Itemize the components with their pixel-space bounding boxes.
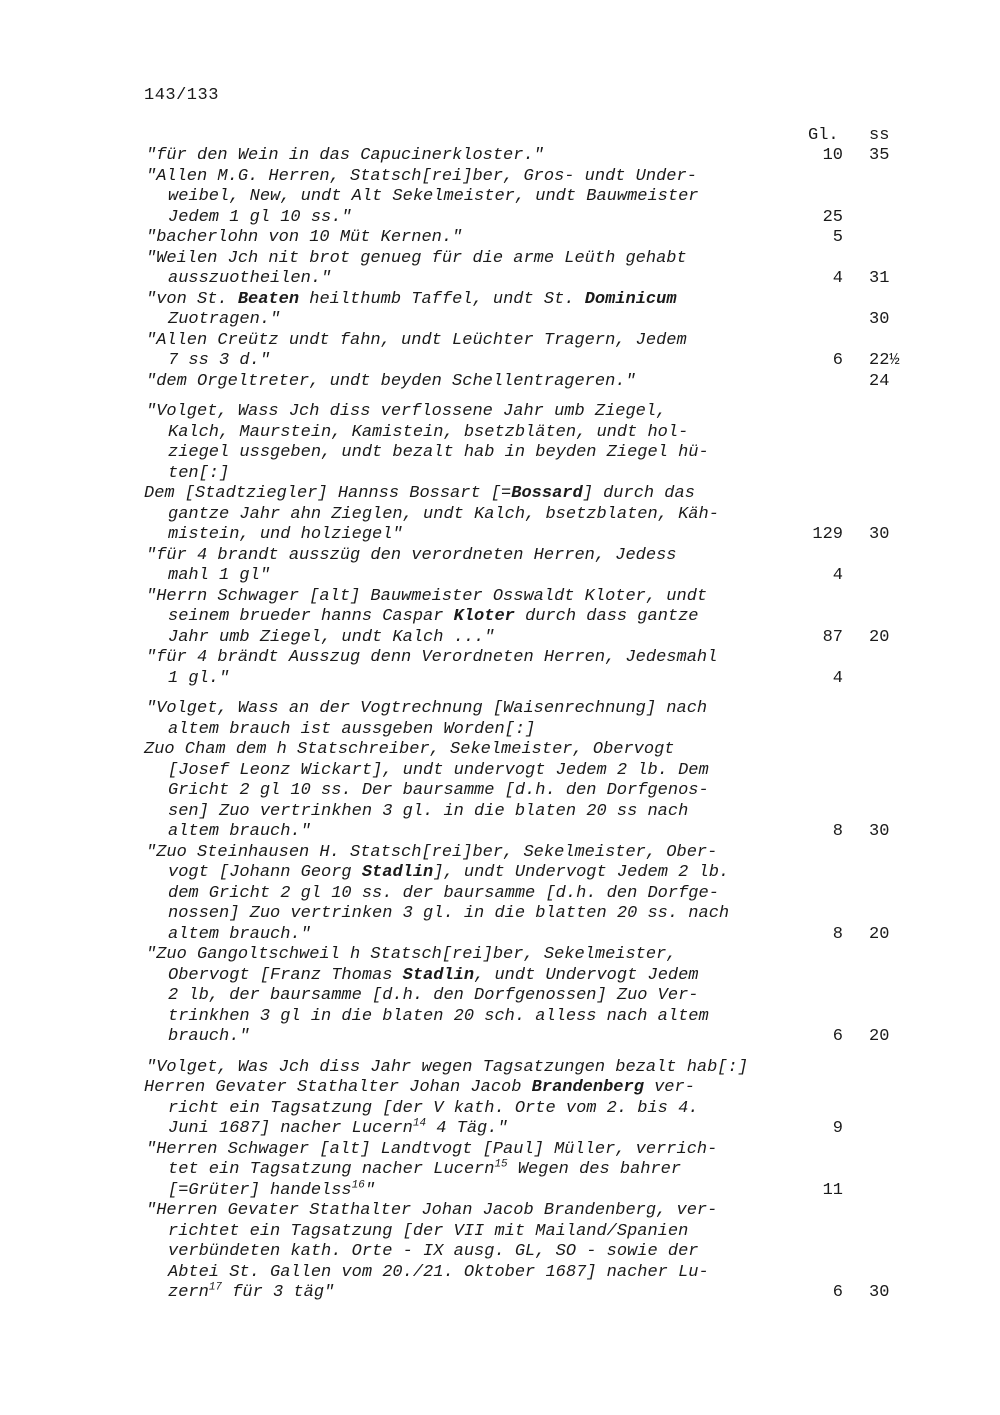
ledger-line (0, 1222, 1000, 1243)
ledger-line-text: seinem brueder hanns Caspar Kloter durch dass gantze (168, 607, 699, 626)
ledger-line (0, 843, 1000, 864)
amount-gulden: 6 (832, 351, 843, 370)
ledger-line (0, 1078, 1000, 1099)
ledger-line (0, 669, 1000, 690)
ledger-line-text: tet ein Tagsatzung nacher Lucern$^{15}$ Wegen des bahrer (168, 1158, 682, 1179)
ledger-line (0, 1263, 1000, 1284)
ledger-line-text: "Allen Creütz undt fahn, undt Leüchter Tragern, Jedem (146, 330, 687, 350)
ledger-line (0, 228, 1000, 249)
ledger-line-text: "dem Orgeltreter, undt beyden Schellentrageren." (146, 371, 636, 391)
ledger-line-text: "Zuo Steinhausen H. Statsch[rei]ber, Sekelmeister, Ober- (146, 842, 718, 862)
amount-gulden: 8 (832, 924, 843, 944)
ledger-line (0, 546, 1000, 567)
ledger-line-text: Zuotragen." (168, 310, 281, 329)
ledger-line (0, 484, 1000, 505)
ledger-line (0, 1007, 1000, 1028)
ledger-line-text: Jahr umb Ziegel, undt Kalch ..." (168, 627, 495, 647)
ledger-line-text: mistein, und holziegel" (168, 525, 403, 544)
ledger-line-text: gantze Jahr ahn Zieglen, undt Kalch, bsetzblaten, Käh- (168, 504, 719, 524)
ledger-line (0, 966, 1000, 987)
ledger-line-text: "Volget, Wass an der Vogtrechnung [Waisenrechnung] nach (146, 699, 708, 718)
ledger-line-text: "für 4 brändt Ausszug denn Verordneten Herren, Jedesmahl (146, 648, 718, 667)
ledger-line-text: weibel, New, undt Alt Sekelmeister, undt Bauwmeister (168, 187, 699, 206)
column-header-schilling: ss (869, 126, 890, 145)
ledger-line-text: trinkhen 3 gl in die blaten 20 sch. alless nach altem (168, 1006, 709, 1026)
ledger-line-text: [Josef Leonz Wickart], undt undervogt Jedem 2 lb. Dem (168, 760, 709, 780)
ledger-line-text: Dem [Stadtziegler] Hannss Bossart [=Bossard] durch das (144, 484, 695, 503)
ledger-line (0, 464, 1000, 485)
section-gap (0, 392, 1000, 402)
ledger-line-text: "Volget, Wass Jch diss verflossene Jahr umb Ziegel, (146, 402, 667, 421)
ledger-line-text: "bacherlohn von 10 Müt Kernen." (146, 228, 463, 247)
amount-gulden: 6 (832, 1283, 843, 1302)
amount-schilling: 24 (869, 371, 890, 391)
column-header-gulden: Gl. (808, 126, 839, 145)
ledger-line (0, 1283, 1000, 1304)
amount-schilling: 20 (869, 1027, 890, 1046)
ledger-entries (0, 146, 1000, 1304)
ledger-line (0, 208, 1000, 229)
ledger-line (0, 1099, 1000, 1120)
amount-gulden: 8 (832, 822, 843, 841)
ledger-line (0, 1140, 1000, 1161)
amount-gulden: 4 (832, 668, 843, 688)
ledger-line-text: altem brauch." (168, 924, 311, 944)
ledger-line-text: mahl 1 gl" (168, 566, 271, 585)
ledger-line-text: Jedem 1 gl 10 ss." (168, 207, 352, 227)
ledger-line (0, 290, 1000, 311)
amount-schilling: 31 (869, 269, 890, 288)
page-number: 143/133 (144, 86, 219, 105)
ledger-line-text: sen] Zuo vertrinkhen 3 gl. in die blaten 20 ss nach (168, 801, 689, 821)
ledger-line-text: "für den Wein in das Capucinerkloster." (146, 146, 544, 165)
ledger-line (0, 1058, 1000, 1079)
ledger-line-text: "für 4 brandt ausszüg den verordneten Herren, Jedess (146, 545, 677, 565)
ledger-line (0, 1201, 1000, 1222)
ledger-line-text: brauch." (168, 1027, 250, 1046)
ledger-line-text: vogt [Johann Georg Stadlin], undt Undervogt Jedem 2 lb. (168, 863, 730, 882)
ledger-line (0, 904, 1000, 925)
ledger-line (0, 372, 1000, 393)
ledger-line (0, 648, 1000, 669)
ledger-line-text: 2 lb, der baursamme [d.h. den Dorfgenossen] Zuo Ver- (168, 986, 699, 1005)
amount-gulden: 4 (832, 269, 843, 288)
section-gap (0, 1048, 1000, 1058)
amount-gulden: 87 (822, 627, 843, 647)
ledger-line-text: ten[:] (168, 463, 230, 483)
ledger-line-text: "Volget, Was Jch diss Jahr wegen Tagsatzungen bezalt hab[:] (146, 1057, 748, 1077)
amount-gulden: 129 (812, 525, 843, 544)
ledger-line-text: richtet ein Tagsatzung [der VII mit Mailand/Spanien (168, 1221, 689, 1241)
ledger-line-text: altem brauch ist aussgeben Worden[:] (168, 719, 536, 739)
ledger-line (0, 761, 1000, 782)
amount-gulden: 4 (832, 566, 843, 585)
ledger-line (0, 525, 1000, 546)
ledger-line (0, 740, 1000, 761)
ledger-line-text: "von St. Beaten heilthumb Taffel, undt St. Dominicum (146, 289, 677, 309)
ledger-line (0, 269, 1000, 290)
ledger-line-text: "Herrn Schwager [alt] Bauwmeister Osswaldt Kloter, undt (146, 586, 708, 606)
ledger-line (0, 443, 1000, 464)
ledger-line-text: nossen] Zuo vertrinken 3 gl. in die blatten 20 ss. nach (168, 904, 730, 923)
ledger-line-text: zern$^{17}$ für 3 täg" (168, 1281, 335, 1302)
ledger-line (0, 146, 1000, 167)
ledger-line (0, 310, 1000, 331)
ledger-line (0, 423, 1000, 444)
amount-gulden: 11 (822, 1180, 843, 1200)
ledger-line-text: Gricht 2 gl 10 ss. Der baursamme [d.h. den Dorfgenos- (168, 781, 709, 800)
ledger-line (0, 1160, 1000, 1181)
amount-schilling: 20 (869, 627, 890, 647)
ledger-line (0, 1178, 1000, 1202)
ledger-line-text: Abtei St. Gallen vom 20./21. Oktober 1687] nacher Lu- (168, 1262, 709, 1282)
column-headers (0, 126, 1000, 146)
ledger-line-text: 1 gl." (168, 668, 230, 688)
ledger-line-text: Herren Gevater Stathalter Johan Jacob Brandenberg ver- (144, 1078, 695, 1097)
ledger-line (0, 945, 1000, 966)
ledger-line (0, 720, 1000, 741)
ledger-line-text: "Zuo Gangoltschweil h Statsch[rei]ber, Sekelmeister, (146, 945, 677, 964)
ledger-line (0, 249, 1000, 270)
ledger-line-text: Zuo Cham dem h Statschreiber, Sekelmeister, Obervogt (144, 740, 675, 759)
amount-schilling: 30 (869, 310, 890, 329)
amount-schilling: 30 (869, 525, 890, 544)
ledger-line (0, 1119, 1000, 1140)
ledger-line (0, 167, 1000, 188)
ledger-line (0, 505, 1000, 526)
ledger-line (0, 925, 1000, 946)
ledger-line-text: "Herren Schwager [alt] Landtvogt [Paul] Müller, verrich- (146, 1139, 718, 1159)
ledger-line (0, 187, 1000, 208)
amount-schilling: 30 (869, 822, 890, 841)
ledger-line-text: ziegel ussgeben, undt bezalt hab in beyden Ziegel hü- (168, 443, 709, 462)
ledger-line (0, 802, 1000, 823)
ledger-line-text: [=Grüter] handelss$^{16}$" (168, 1178, 376, 1200)
ledger-line (0, 863, 1000, 884)
amount-gulden: 9 (832, 1119, 843, 1138)
amount-gulden: 10 (822, 146, 843, 165)
amount-gulden: 25 (822, 207, 843, 227)
ledger-line-text: 7 ss 3 d." (168, 351, 271, 370)
ledger-line-text: richt ein Tagsatzung [der V kath. Orte vom 2. bis 4. (168, 1098, 699, 1118)
ledger-line (0, 699, 1000, 720)
ledger-line-text: altem brauch." (168, 822, 311, 841)
ledger-line (0, 628, 1000, 649)
ledger-line-text: verbündeten kath. Orte - IX ausg. GL, SO - sowie der (168, 1242, 699, 1261)
ledger-line (0, 1027, 1000, 1048)
ledger-line-text: dem Gricht 2 gl 10 ss. der baursamme [d.h. den Dorfge- (168, 883, 719, 903)
ledger-line-text: Juni 1687] nacher Lucern$^{14}$ 4 Täg." (168, 1117, 508, 1138)
ledger-line (0, 566, 1000, 587)
amount-gulden: 6 (832, 1027, 843, 1046)
section-gap (0, 689, 1000, 699)
ledger-line-text: "Allen M.G. Herren, Statsch[rei]ber, Gros- undt Under- (146, 166, 697, 186)
ledger-line (0, 351, 1000, 372)
amount-schilling: 20 (869, 924, 890, 944)
ledger-line-text: "Weilen Jch nit brot genueg für die arme Leüth gehabt (146, 248, 687, 268)
ledger-line (0, 607, 1000, 628)
ledger-line-text: "Herren Gevater Stathalter Johan Jacob Brandenberg, ver- (146, 1201, 718, 1220)
ledger-line (0, 822, 1000, 843)
ledger-line (0, 781, 1000, 802)
ledger-line (0, 884, 1000, 905)
ledger-line (0, 587, 1000, 608)
ledger-line-text: Kalch, Maurstein, Kamistein, bsetzbläten, undt hol- (168, 422, 689, 442)
ledger-line-text: Obervogt [Franz Thomas Stadlin, undt Undervogt Jedem (168, 965, 699, 985)
ledger-line (0, 402, 1000, 423)
amount-schilling: 30 (869, 1283, 890, 1302)
ledger-line (0, 331, 1000, 352)
amount-schilling: 22½ (869, 351, 900, 370)
amount-schilling: 35 (869, 146, 890, 165)
ledger-line (0, 1242, 1000, 1263)
ledger-line-text: ausszuotheilen." (168, 269, 332, 288)
amount-gulden: 5 (832, 228, 843, 247)
ledger-line (0, 986, 1000, 1007)
